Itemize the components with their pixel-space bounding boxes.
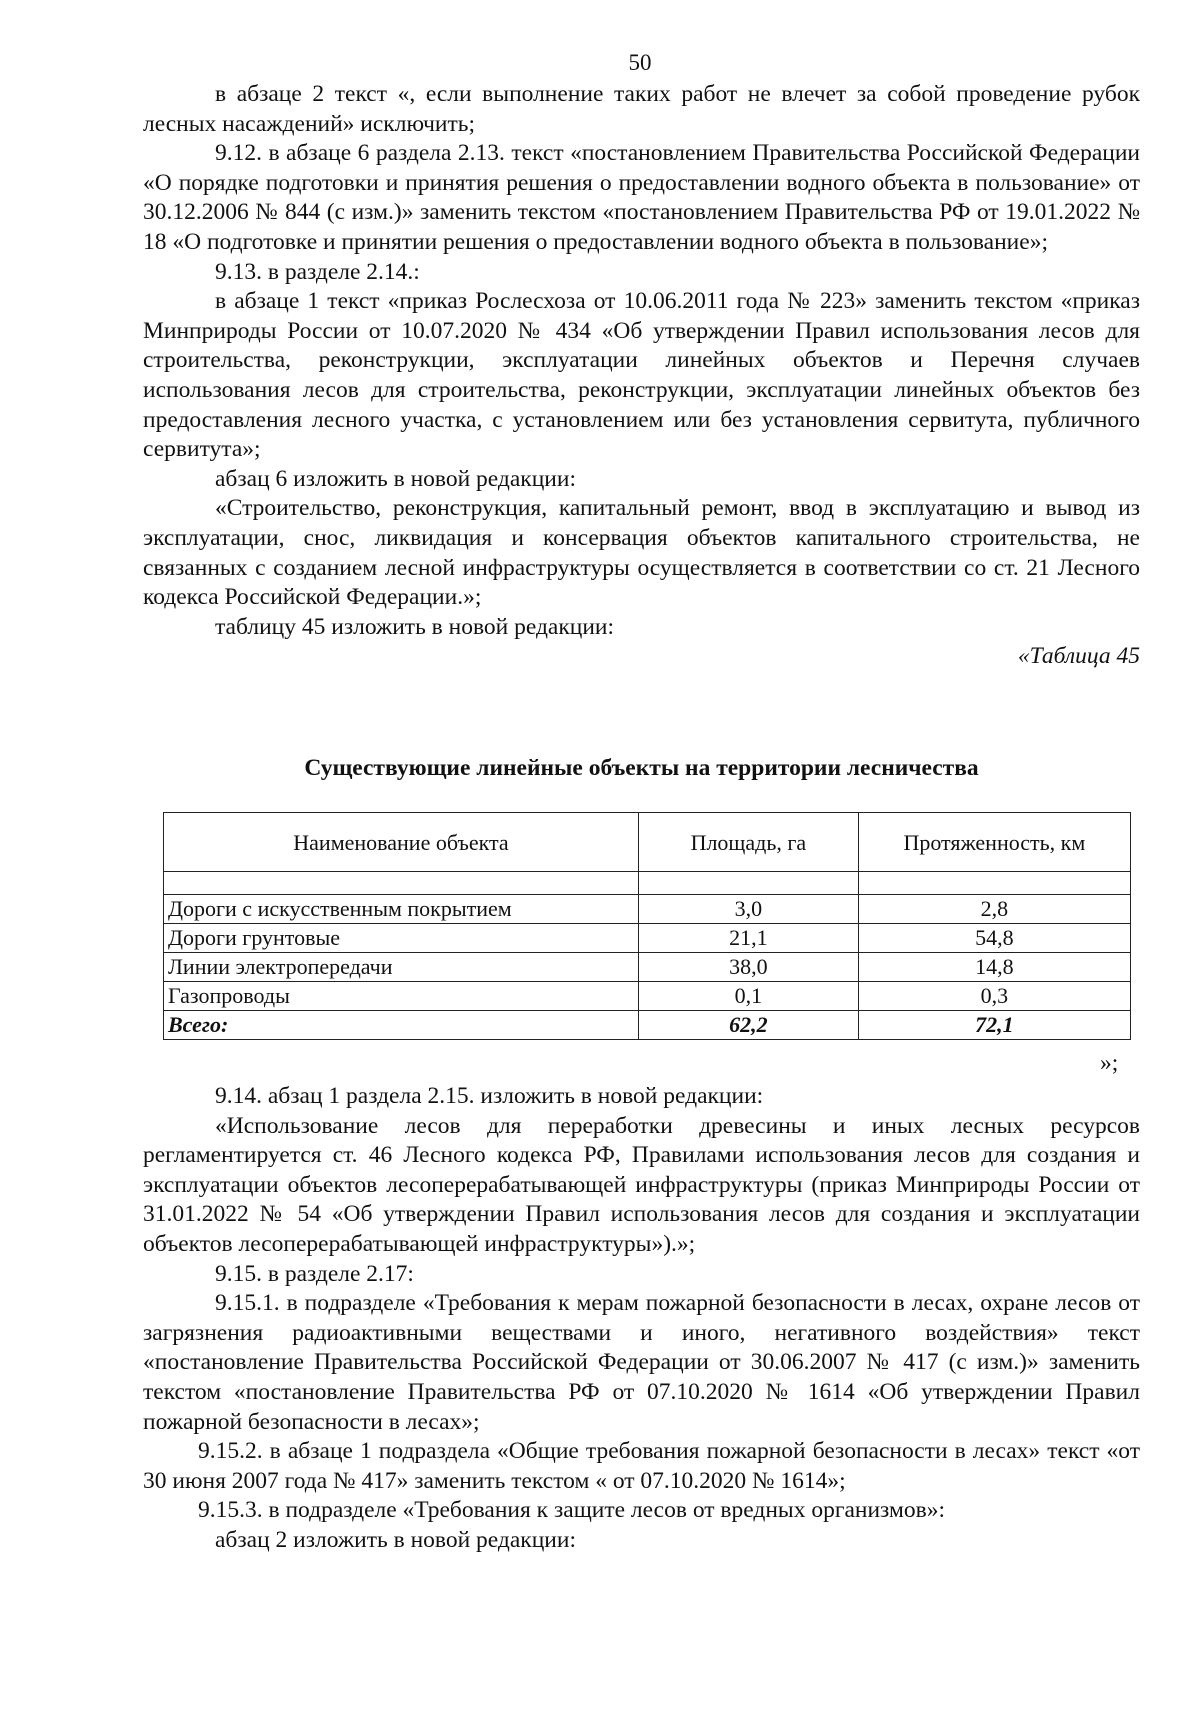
- table-spacer-row: [164, 872, 1131, 895]
- cell-name: Дороги грунтовые: [164, 924, 639, 953]
- paragraph: абзац 6 изложить в новой редакции:: [215, 465, 576, 492]
- paragraph-9-14: 9.14. абзац 1 раздела 2.15. изложить в новой редакции:: [215, 1083, 764, 1109]
- spacer-cell: [858, 872, 1130, 895]
- header-name: Наименование объекта: [164, 813, 639, 872]
- cell-name: Дороги с искусственным покрытием: [164, 895, 639, 924]
- header-area: Площадь, га: [638, 813, 858, 872]
- paragraph: таблицу 45 изложить в новой редакции:: [215, 613, 615, 640]
- cell-total-area: 62,2: [638, 1011, 858, 1040]
- paragraph-9-15: 9.15. в разделе 2.17:: [215, 1260, 414, 1287]
- paragraph-9-13: 9.13. в разделе 2.14.:: [215, 258, 420, 285]
- cell-area: 3,0: [638, 895, 858, 924]
- paragraph-9-15-1: 9.15.1. в подразделе «Требования к мерам пожарной безопасности в лесах, охране лесов от загрязнения радиоактивными веществами и иного, негативного воздействия» текст «постановление Правительства Российской Федерации от 30.06.2007 № 417 (с изм.)» заменить текстом «постановление Правительства РФ от 07.10.2020 № 1614 «Об утверждении Правил пожарной безопасности в лесах»;: [143, 1290, 1140, 1435]
- paragraph: в абзаце 2 текст «, если выполнение таких работ не влечет за собой проведение рубок лесных насаждений» исключить;: [143, 81, 1140, 137]
- paragraph-quote: «Использование лесов для переработки древесины и иных лесных ресурсов регламентируется ст. 46 Лесного кодекса РФ, Правилами использования лесов для создания и эксплуатации объектов лесоперерабатывающей инфраструктуры (приказ Минприроды России от 31.01.2022 № 54 «Об утверждении Правил использования лесов для создания и эксплуатации объектов лесоперерабатывающей инфраструктуры»).»;: [143, 1112, 1140, 1257]
- page-number: 50: [628, 50, 652, 75]
- table-row: [164, 924, 1131, 953]
- cell-length: 2,8: [858, 895, 1130, 924]
- text-block-lower: [143, 1082, 1140, 1556]
- table-total-row: [164, 1011, 1131, 1040]
- table-caption: «Таблица 45: [1017, 643, 1140, 670]
- paragraph-9-15-2: 9.15.2. в абзаце 1 подраздела «Общие требования пожарной безопасности в лесах» текст «от 30 июня 2007 года № 417» заменить текстом « от 07.10.2020 № 1614»;: [143, 1438, 1140, 1494]
- cell-name: Линии электропередачи: [164, 953, 639, 982]
- text-block-upper: [143, 80, 1140, 672]
- table-close-quote: »;: [1100, 1050, 1119, 1076]
- table-row: [164, 982, 1131, 1011]
- table-title: Существующие линейные объекты на территории лесничества: [304, 755, 979, 781]
- cell-length: 54,8: [858, 924, 1130, 953]
- paragraph-9-12: 9.12. в абзаце 6 раздела 2.13. текст «постановлением Правительства Российской Федерации «О порядке подготовки и принятия решения о предоставлении водного объекта в пользование» от 30.12.2006 № 844 (с изм.)» заменить текстом «постановлением Правительства РФ от 19.01.2022 № 18 «О подготовке и принятии решения о предоставлении водного объекта в пользование»;: [143, 140, 1140, 255]
- table-header-row: [164, 813, 1131, 872]
- cell-name: Газопроводы: [164, 982, 639, 1011]
- spacer-cell: [638, 872, 858, 895]
- linear-objects-table: [163, 812, 1131, 1040]
- header-length: Протяженность, км: [858, 813, 1130, 872]
- paragraph-9-15-3: 9.15.3. в подразделе «Требования к защите лесов от вредных организмов»:: [198, 1497, 945, 1524]
- spacer-cell: [164, 872, 639, 895]
- table-row: [164, 953, 1131, 982]
- cell-total-length: 72,1: [858, 1011, 1130, 1040]
- cell-total-label: Всего:: [164, 1011, 639, 1040]
- cell-area: 38,0: [638, 953, 858, 982]
- cell-area: 0,1: [638, 982, 858, 1011]
- cell-length: 14,8: [858, 953, 1130, 982]
- cell-area: 21,1: [638, 924, 858, 953]
- cell-length: 0,3: [858, 982, 1130, 1011]
- paragraph: в абзаце 1 текст «приказ Рослесхоза от 10.06.2011 года № 223» заменить текстом «приказ Минприроды России от 10.07.2020 № 434 «Об утверждении Правил использования лесов для строительства, реконструкции, эксплуатации линейных объектов и Перечня случаев использования лесов для строительства, реконструкции, эксплуатации линейных объектов без предоставления лесного участка, с установлением или без установления сервитута, публичного сервитута»;: [143, 288, 1140, 463]
- table-row: [164, 895, 1131, 924]
- paragraph-quote: «Строительство, реконструкция, капитальный ремонт, ввод в эксплуатацию и вывод из эксплуатации, снос, ликвидация и консервация объектов капитального строительства, не связанных с созданием лесной инфраструктуры осуществляется в соответствии со ст. 21 Лесного кодекса Российской Федерации.»;: [143, 495, 1140, 611]
- paragraph: абзац 2 изложить в новой редакции:: [215, 1526, 576, 1553]
